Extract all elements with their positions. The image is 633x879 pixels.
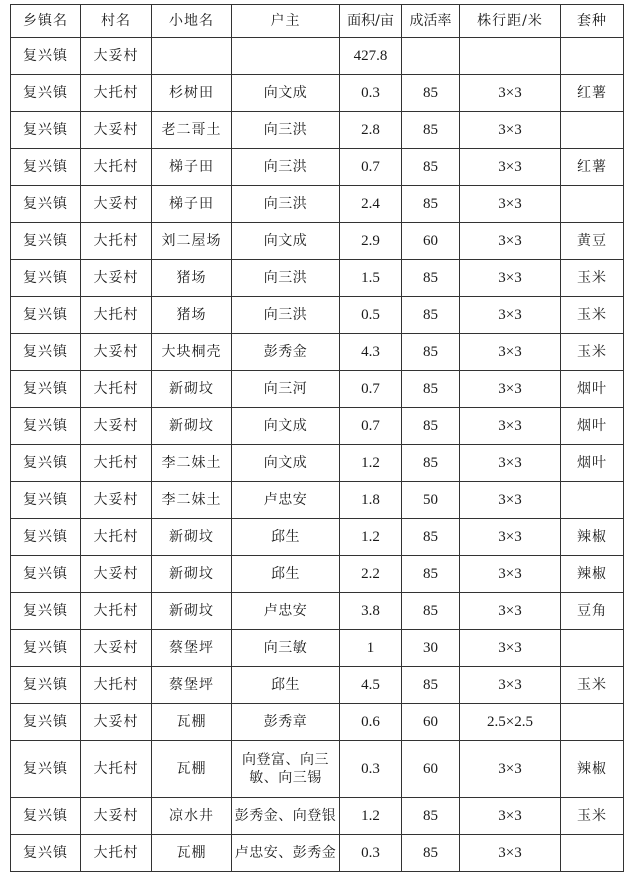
cell-township: 复兴镇 [11, 260, 81, 297]
cell-householder: 向文成 [232, 408, 340, 445]
cell-spacing: 3×3 [460, 835, 561, 872]
cell-householder: 向文成 [232, 223, 340, 260]
cell-village: 大托村 [81, 371, 152, 408]
cell-area: 0.7 [340, 371, 402, 408]
cell-township: 复兴镇 [11, 630, 81, 667]
cell-survival-rate: 85 [402, 556, 460, 593]
cell-survival-rate: 60 [402, 704, 460, 741]
cell-householder: 彭秀金 [232, 334, 340, 371]
cell-survival-rate: 85 [402, 519, 460, 556]
cell-intercrop: 烟叶 [561, 445, 624, 482]
cell-township: 复兴镇 [11, 704, 81, 741]
cell-intercrop: 烟叶 [561, 371, 624, 408]
cell-householder: 卢忠安、彭秀金 [232, 835, 340, 872]
cell-area: 0.5 [340, 297, 402, 334]
table-row [11, 704, 624, 741]
cell-spacing: 3×3 [460, 408, 561, 445]
cell-area: 2.8 [340, 112, 402, 149]
cell-intercrop: 辣椒 [561, 741, 624, 798]
cell-township: 复兴镇 [11, 334, 81, 371]
cell-intercrop: 玉米 [561, 798, 624, 835]
cell-area: 0.6 [340, 704, 402, 741]
cell-village: 大妥村 [81, 556, 152, 593]
cell-place: 杉树田 [152, 75, 232, 112]
cell-village: 大托村 [81, 75, 152, 112]
cell-survival-rate: 60 [402, 223, 460, 260]
cell-area: 1.5 [340, 260, 402, 297]
cell-spacing: 3×3 [460, 149, 561, 186]
cell-intercrop: 黄豆 [561, 223, 624, 260]
cell-survival-rate: 85 [402, 835, 460, 872]
cell-place: 大块桐壳 [152, 334, 232, 371]
cell-township: 复兴镇 [11, 445, 81, 482]
cell-place: 瓦棚 [152, 741, 232, 798]
cell-householder: 向三洪 [232, 149, 340, 186]
cell-township: 复兴镇 [11, 593, 81, 630]
cell-spacing: 3×3 [460, 556, 561, 593]
cell-spacing: 2.5×2.5 [460, 704, 561, 741]
cell-survival-rate: 85 [402, 75, 460, 112]
table-row [11, 260, 624, 297]
cell-place [152, 38, 232, 75]
cell-village: 大妥村 [81, 38, 152, 75]
cell-householder: 卢忠安 [232, 593, 340, 630]
cell-survival-rate [402, 38, 460, 75]
cell-survival-rate: 85 [402, 593, 460, 630]
cell-survival-rate: 85 [402, 667, 460, 704]
cell-place: 李二妹土 [152, 482, 232, 519]
cell-area: 3.8 [340, 593, 402, 630]
cell-place: 猪场 [152, 297, 232, 334]
cell-township: 复兴镇 [11, 482, 81, 519]
cell-area: 0.7 [340, 149, 402, 186]
cell-survival-rate: 85 [402, 334, 460, 371]
cell-village: 大托村 [81, 223, 152, 260]
cell-place: 新砌坟 [152, 519, 232, 556]
header-area: 面积/亩 [340, 5, 402, 38]
cell-intercrop [561, 38, 624, 75]
cell-spacing: 3×3 [460, 75, 561, 112]
table-row [11, 371, 624, 408]
cell-spacing: 3×3 [460, 667, 561, 704]
cell-place: 梯子田 [152, 186, 232, 223]
header-householder: 户主 [232, 5, 340, 38]
table-row [11, 112, 624, 149]
cell-intercrop: 玉米 [561, 297, 624, 334]
table-row [11, 593, 624, 630]
cell-householder [232, 38, 340, 75]
cell-village: 大托村 [81, 667, 152, 704]
cell-spacing: 3×3 [460, 223, 561, 260]
cell-householder: 彭秀金、向登银 [232, 798, 340, 835]
cell-place: 新砌坟 [152, 371, 232, 408]
cell-village: 大托村 [81, 593, 152, 630]
cell-intercrop [561, 482, 624, 519]
cell-village: 大托村 [81, 835, 152, 872]
cell-township: 复兴镇 [11, 149, 81, 186]
table-row [11, 519, 624, 556]
cell-spacing: 3×3 [460, 445, 561, 482]
cell-survival-rate: 85 [402, 186, 460, 223]
table-row [11, 630, 624, 667]
cell-township: 复兴镇 [11, 741, 81, 798]
cell-spacing: 3×3 [460, 630, 561, 667]
cell-householder: 向三洪 [232, 186, 340, 223]
cell-intercrop [561, 704, 624, 741]
cell-area: 1 [340, 630, 402, 667]
table-row [11, 408, 624, 445]
cell-village: 大妥村 [81, 798, 152, 835]
cell-survival-rate: 85 [402, 445, 460, 482]
cell-householder: 向三洪 [232, 297, 340, 334]
cell-area: 4.5 [340, 667, 402, 704]
cell-place: 新砌坟 [152, 593, 232, 630]
cell-intercrop: 红薯 [561, 75, 624, 112]
cell-spacing: 3×3 [460, 297, 561, 334]
cell-township: 复兴镇 [11, 371, 81, 408]
header-row [11, 5, 624, 38]
table-row [11, 445, 624, 482]
cell-intercrop: 辣椒 [561, 556, 624, 593]
cell-intercrop: 玉米 [561, 334, 624, 371]
cell-survival-rate: 85 [402, 798, 460, 835]
cell-place: 刘二屋场 [152, 223, 232, 260]
cell-place: 李二妹土 [152, 445, 232, 482]
cell-village: 大托村 [81, 741, 152, 798]
table-row [11, 482, 624, 519]
cell-spacing: 3×3 [460, 371, 561, 408]
table-row [11, 334, 624, 371]
cell-area: 427.8 [340, 38, 402, 75]
cell-area: 2.2 [340, 556, 402, 593]
cell-area: 0.3 [340, 741, 402, 798]
cell-survival-rate: 60 [402, 741, 460, 798]
cell-place: 瓦棚 [152, 835, 232, 872]
cell-village: 大妥村 [81, 112, 152, 149]
cell-householder: 卢忠安 [232, 482, 340, 519]
cell-spacing [460, 38, 561, 75]
cell-place: 瓦棚 [152, 704, 232, 741]
cell-township: 复兴镇 [11, 297, 81, 334]
header-place: 小地名 [152, 5, 232, 38]
cell-survival-rate: 85 [402, 408, 460, 445]
cell-intercrop [561, 112, 624, 149]
cell-intercrop: 玉米 [561, 667, 624, 704]
cell-township: 复兴镇 [11, 408, 81, 445]
cell-spacing: 3×3 [460, 112, 561, 149]
cell-survival-rate: 85 [402, 112, 460, 149]
cell-township: 复兴镇 [11, 223, 81, 260]
cell-householder: 邱生 [232, 519, 340, 556]
cell-spacing: 3×3 [460, 741, 561, 798]
table-row [11, 835, 624, 872]
cell-township: 复兴镇 [11, 112, 81, 149]
cell-spacing: 3×3 [460, 260, 561, 297]
cell-spacing: 3×3 [460, 482, 561, 519]
cell-householder: 向三敏 [232, 630, 340, 667]
cell-place: 新砌坟 [152, 556, 232, 593]
cell-village: 大托村 [81, 297, 152, 334]
cell-village: 大托村 [81, 519, 152, 556]
cell-area: 1.2 [340, 798, 402, 835]
cell-survival-rate: 30 [402, 630, 460, 667]
cell-householder: 邱生 [232, 667, 340, 704]
header-village: 村名 [81, 5, 152, 38]
cell-area: 1.8 [340, 482, 402, 519]
cell-intercrop: 辣椒 [561, 519, 624, 556]
cell-village: 大妥村 [81, 408, 152, 445]
cell-township: 复兴镇 [11, 798, 81, 835]
cell-township: 复兴镇 [11, 519, 81, 556]
cell-spacing: 3×3 [460, 186, 561, 223]
cell-area: 2.4 [340, 186, 402, 223]
cell-householder: 向三洪 [232, 260, 340, 297]
cell-spacing: 3×3 [460, 593, 561, 630]
cell-spacing: 3×3 [460, 798, 561, 835]
table-row [11, 741, 624, 798]
cell-householder: 向文成 [232, 445, 340, 482]
cell-survival-rate: 50 [402, 482, 460, 519]
cell-area: 0.7 [340, 408, 402, 445]
cell-township: 复兴镇 [11, 186, 81, 223]
cell-area: 1.2 [340, 519, 402, 556]
table-row [11, 38, 624, 75]
cell-area: 1.2 [340, 445, 402, 482]
cell-village: 大妥村 [81, 482, 152, 519]
cell-place: 猪场 [152, 260, 232, 297]
planting-table [10, 4, 624, 872]
cell-householder: 彭秀章 [232, 704, 340, 741]
cell-householder: 邱生 [232, 556, 340, 593]
table-row [11, 556, 624, 593]
cell-place: 凉水井 [152, 798, 232, 835]
cell-householder: 向三河 [232, 371, 340, 408]
cell-householder: 向登富、向三敏、向三锡 [232, 741, 340, 798]
cell-place: 蔡堡坪 [152, 667, 232, 704]
cell-survival-rate: 85 [402, 149, 460, 186]
cell-village: 大妥村 [81, 704, 152, 741]
cell-township: 复兴镇 [11, 835, 81, 872]
cell-village: 大妥村 [81, 260, 152, 297]
cell-intercrop: 豆角 [561, 593, 624, 630]
cell-area: 2.9 [340, 223, 402, 260]
cell-township: 复兴镇 [11, 38, 81, 75]
cell-intercrop [561, 186, 624, 223]
cell-village: 大妥村 [81, 334, 152, 371]
table-body [11, 38, 624, 872]
cell-survival-rate: 85 [402, 260, 460, 297]
cell-village: 大托村 [81, 149, 152, 186]
cell-place: 梯子田 [152, 149, 232, 186]
cell-village: 大妥村 [81, 186, 152, 223]
header-township: 乡镇名 [11, 5, 81, 38]
header-survival-rate: 成活率 [402, 5, 460, 38]
cell-intercrop: 红薯 [561, 149, 624, 186]
cell-spacing: 3×3 [460, 334, 561, 371]
cell-village: 大托村 [81, 445, 152, 482]
table-row [11, 186, 624, 223]
table-row [11, 667, 624, 704]
cell-survival-rate: 85 [402, 297, 460, 334]
cell-village: 大妥村 [81, 630, 152, 667]
cell-township: 复兴镇 [11, 75, 81, 112]
cell-intercrop: 烟叶 [561, 408, 624, 445]
table-row [11, 223, 624, 260]
table-row [11, 75, 624, 112]
cell-area: 0.3 [340, 75, 402, 112]
header-spacing: 株行距/米 [460, 5, 561, 38]
cell-intercrop: 玉米 [561, 260, 624, 297]
header-intercrop: 套种 [561, 5, 624, 38]
table-row [11, 297, 624, 334]
cell-area: 4.3 [340, 334, 402, 371]
table-row [11, 798, 624, 835]
cell-intercrop [561, 835, 624, 872]
cell-intercrop [561, 630, 624, 667]
cell-township: 复兴镇 [11, 556, 81, 593]
cell-place: 新砌坟 [152, 408, 232, 445]
cell-survival-rate: 85 [402, 371, 460, 408]
cell-householder: 向文成 [232, 75, 340, 112]
cell-area: 0.3 [340, 835, 402, 872]
cell-householder: 向三洪 [232, 112, 340, 149]
cell-township: 复兴镇 [11, 667, 81, 704]
table-row [11, 149, 624, 186]
cell-place: 蔡堡坪 [152, 630, 232, 667]
cell-spacing: 3×3 [460, 519, 561, 556]
cell-place: 老二哥土 [152, 112, 232, 149]
